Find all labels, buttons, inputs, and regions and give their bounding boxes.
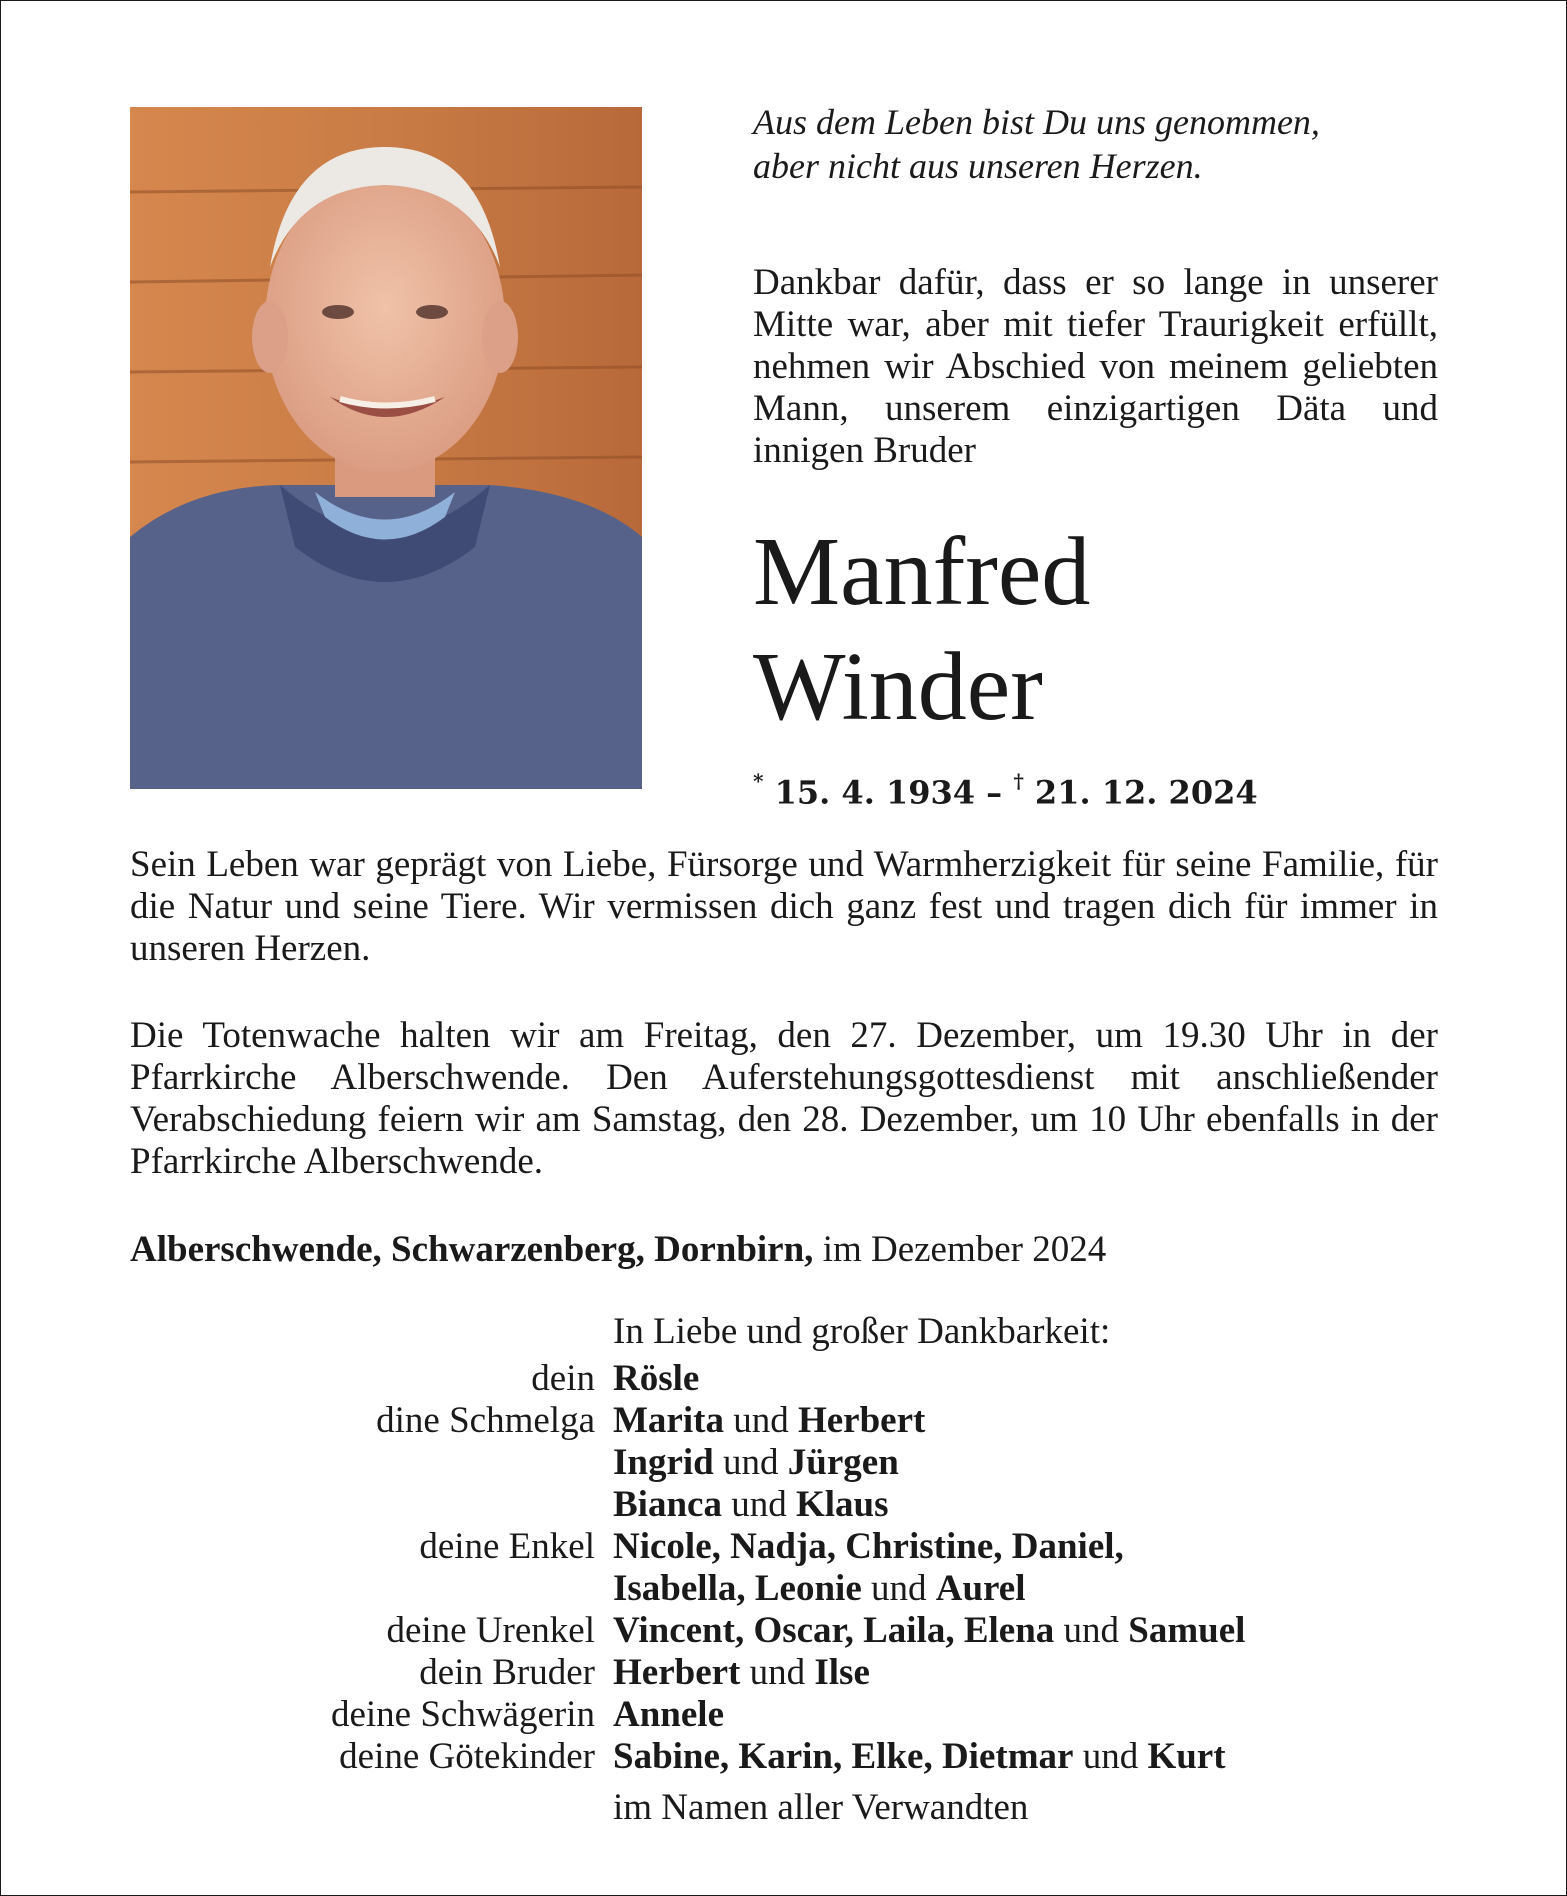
mourner-relation: dine Schmelga (376, 1400, 595, 1441)
mourner-relation (130, 1442, 613, 1484)
mourner-row (130, 1358, 1440, 1400)
mourner-relation: deine Enkel (419, 1526, 595, 1567)
mourner-relation (130, 1568, 613, 1610)
mourner-relation: deine Schwägerin (330, 1694, 595, 1735)
mourner-name: Rösle (613, 1358, 700, 1399)
mourner-relation: deine Götekinder (339, 1736, 595, 1777)
mourner-name: Annele (613, 1694, 724, 1735)
mourner-row (130, 1442, 1440, 1484)
death-symbol: † (1013, 769, 1024, 793)
notice-date: im Dezember 2024 (822, 1229, 1107, 1270)
name-connector: und (723, 1400, 798, 1441)
mourner-name: Nicole, Nadja, Christine, Daniel, (613, 1526, 1124, 1567)
mourner-row (130, 1568, 1440, 1610)
mourner-names (613, 1526, 1440, 1568)
mourner-names (613, 1694, 1440, 1736)
mourner-name: Ingrid (613, 1442, 714, 1483)
date-separator: – (986, 773, 1003, 812)
mourner-names (613, 1568, 1440, 1610)
service-paragraph: Die Totenwache halten wir am Freitag, den 27. Dezember, um 19.30 Uhr in der Pfarrkirche Alberschwende. Den Auferstehungsgottesdienst mit anschließender Verabschiedung feiern wir am Samstag, den 28. Dezember, um 10 Uhr ebenfalls in der Pfarrkirche Alberschwende. (130, 1015, 1438, 1182)
place-date-line (130, 1228, 1106, 1272)
mourner-name: Sabine, Karin, Elke, Dietmar (613, 1736, 1074, 1777)
name-connector: und (861, 1568, 936, 1609)
tribute-paragraph: Sein Leben war geprägt von Liebe, Fürsorge und Warmherzigkeit für seine Familie, für die Natur und seine Tiere. Wir vermissen dich ganz fest und tragen dich für immer in unseren Herzen. (130, 844, 1438, 969)
thanks-line: In Liebe und großer Dankbarkeit: (613, 1311, 1111, 1352)
mourner-name: Herbert (613, 1652, 741, 1693)
mourner-names (613, 1442, 1440, 1484)
mourner-row (130, 1694, 1440, 1736)
mourner-name: Aurel (935, 1568, 1026, 1609)
mourner-name: Vincent, Oscar, Laila, Elena (613, 1610, 1055, 1651)
mourner-row (130, 1400, 1440, 1442)
mourner-row (130, 1484, 1440, 1526)
birth-date: 15. 4. 1934 (774, 773, 976, 812)
portrait-photo (130, 107, 642, 789)
mourner-names (613, 1736, 1440, 1778)
mourner-name: Isabella, Leonie (613, 1568, 862, 1609)
mourner-relation: dein (531, 1358, 595, 1399)
first-name: Manfred (753, 518, 1091, 626)
intro-text: Dankbar dafür, dass er so lange in unserer Mitte war, aber mit tiefer Traurigkeit erfüllt, nehmen wir Abschied von meinem geliebten Mann, unserem einzigartigen Däta und innigen Bruder (753, 262, 1438, 471)
closing-line: im Namen aller Verwandten (613, 1787, 1029, 1828)
mourner-name: Jürgen (787, 1442, 899, 1483)
mourner-names (613, 1358, 1440, 1400)
mourner-name: Herbert (797, 1400, 926, 1441)
towns: Alberschwende, Schwarzenberg, Dornbirn, (130, 1229, 814, 1270)
memorial-quote (753, 100, 1453, 188)
death-date: 21. 12. 2024 (1034, 773, 1258, 812)
life-dates (753, 760, 1258, 818)
mourner-row (130, 1652, 1440, 1694)
mourner-names (613, 1400, 1440, 1442)
mourner-name: Ilse (814, 1652, 870, 1693)
mourner-row (130, 1736, 1440, 1778)
mourner-name: Samuel (1128, 1610, 1246, 1651)
mourners-list (130, 1358, 1440, 1778)
name-connector: und (721, 1484, 796, 1525)
mourner-name: Bianca (613, 1484, 722, 1525)
mourner-row (130, 1610, 1440, 1652)
mourner-names (613, 1484, 1440, 1526)
mourner-name: Klaus (795, 1484, 889, 1525)
quote-line-2: aber nicht aus unseren Herzen. (753, 146, 1203, 186)
mourner-row (130, 1526, 1440, 1568)
mourner-relation: deine Urenkel (386, 1610, 595, 1651)
name-connector: und (1073, 1736, 1148, 1777)
name-connector: und (1054, 1610, 1129, 1651)
last-name: Winder (753, 633, 1043, 741)
birth-symbol: * (753, 769, 764, 793)
quote-line-1: Aus dem Leben bist Du uns genommen, (753, 102, 1320, 142)
mourner-name: Kurt (1147, 1736, 1226, 1777)
mourner-relation (130, 1484, 613, 1526)
mourner-relation: dein Bruder (419, 1652, 595, 1693)
name-connector: und (713, 1442, 788, 1483)
mourner-name: Marita (613, 1400, 724, 1441)
mourner-names (613, 1610, 1440, 1652)
mourner-names (613, 1652, 1440, 1694)
deceased-name (753, 515, 1090, 745)
name-connector: und (740, 1652, 815, 1693)
